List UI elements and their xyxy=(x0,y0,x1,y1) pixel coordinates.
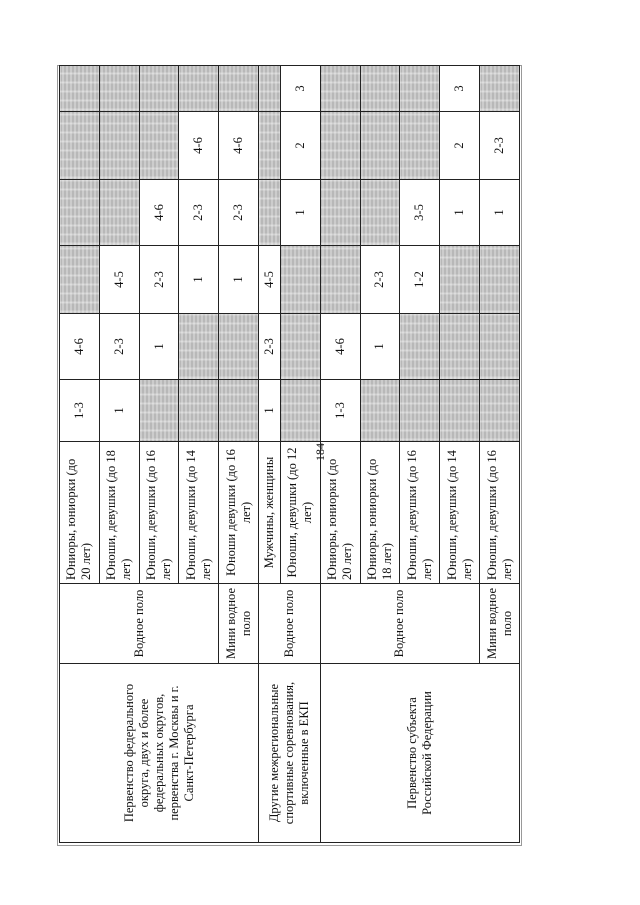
place-cell-shaded xyxy=(219,314,259,380)
group-cell: Юноши, девушки (до 16 лет) xyxy=(139,442,179,584)
place-cell: 2-3 xyxy=(139,246,179,314)
place-cell-shaded xyxy=(179,66,219,112)
place-cell: 1 xyxy=(179,246,219,314)
place-cell: 4-5 xyxy=(99,246,139,314)
discipline-cell: Водное поло xyxy=(259,584,321,664)
place-cell: 1-2 xyxy=(400,246,440,314)
discipline-cell: Водное поло xyxy=(320,584,479,664)
place-cell-shaded xyxy=(480,380,520,442)
group-cell: Юноши, девушки (до 14 лет) xyxy=(179,442,219,584)
place-cell: 4-6 xyxy=(60,314,100,380)
place-cell: 1 xyxy=(440,180,480,246)
place-cell: 1 xyxy=(280,180,320,246)
place-cell: 4-6 xyxy=(139,180,179,246)
group-cell: Юноши, девушки (до 14 лет) xyxy=(440,442,480,584)
place-cell-shaded xyxy=(60,112,100,180)
place-cell: 2-3 xyxy=(179,180,219,246)
place-cell: 4-6 xyxy=(179,112,219,180)
place-cell: 3 xyxy=(280,66,320,112)
table-row xyxy=(320,66,360,843)
place-cell-shaded xyxy=(480,66,520,112)
competition-cell: Первенство федерального округа, двух и более федеральных округов, первенства г. Москвы и г. Санкт-Петербурга xyxy=(60,664,259,843)
place-cell-shaded xyxy=(280,380,320,442)
place-cell-shaded xyxy=(400,380,440,442)
place-cell-shaded xyxy=(440,246,480,314)
competition-cell: Другие межрегиональные спортивные соревнования, включенные в ЕКП xyxy=(259,664,321,843)
place-cell-shaded xyxy=(99,112,139,180)
place-cell-shaded xyxy=(440,380,480,442)
place-cell-shaded xyxy=(139,112,179,180)
place-cell-shaded xyxy=(360,380,400,442)
place-cell: 2-3 xyxy=(259,314,281,380)
place-cell-shaded xyxy=(480,314,520,380)
place-cell-shaded xyxy=(139,66,179,112)
place-cell: 3-5 xyxy=(400,180,440,246)
place-cell-shaded xyxy=(320,112,360,180)
place-cell: 2-3 xyxy=(219,180,259,246)
place-cell-shaded xyxy=(280,246,320,314)
discipline-cell: Водное поло xyxy=(60,584,219,664)
group-cell: Юниоры, юниорки (до 20 лет) xyxy=(320,442,360,584)
discipline-cell: Мини водное поло xyxy=(219,584,259,664)
group-cell: Юниоры, юниорки (до 20 лет) xyxy=(60,442,100,584)
place-cell-shaded xyxy=(440,314,480,380)
group-cell: Юноши, девушки (до 16 лет) xyxy=(480,442,520,584)
place-cell-shaded xyxy=(400,66,440,112)
place-cell: 2-3 xyxy=(99,314,139,380)
place-cell: 1 xyxy=(360,314,400,380)
place-cell: 1 xyxy=(219,246,259,314)
place-cell-shaded xyxy=(320,66,360,112)
group-cell: Юноши девушки (до 16 лет) xyxy=(219,442,259,584)
place-cell-shaded xyxy=(219,380,259,442)
place-cell-shaded xyxy=(139,380,179,442)
place-cell-shaded xyxy=(219,66,259,112)
place-cell: 1-3 xyxy=(320,380,360,442)
place-cell-shaded xyxy=(320,246,360,314)
place-cell-shaded xyxy=(259,112,281,180)
group-cell: Юноши, девушки (до 16 лет) xyxy=(400,442,440,584)
place-cell-shaded xyxy=(360,180,400,246)
place-cell-shaded xyxy=(360,112,400,180)
place-cell: 2-3 xyxy=(480,112,520,180)
place-cell: 1 xyxy=(99,380,139,442)
place-cell: 4-6 xyxy=(320,314,360,380)
rotated-table-container xyxy=(59,66,520,843)
place-cell-shaded xyxy=(259,66,281,112)
place-cell: 4-5 xyxy=(259,246,281,314)
place-cell: 1 xyxy=(259,380,281,442)
place-cell-shaded xyxy=(400,314,440,380)
place-cell-shaded xyxy=(400,112,440,180)
table-row xyxy=(259,66,281,843)
place-cell: 3 xyxy=(440,66,480,112)
group-cell: Юноши, девушки (до 18 лет) xyxy=(99,442,139,584)
place-cell-shaded xyxy=(179,380,219,442)
place-cell-shaded xyxy=(179,314,219,380)
group-cell: Мужчины, женщины xyxy=(259,442,281,584)
place-cell: 2 xyxy=(440,112,480,180)
ranking-table xyxy=(59,65,520,843)
place-cell-shaded xyxy=(60,180,100,246)
place-cell: 1-3 xyxy=(60,380,100,442)
discipline-cell: Мини водное поло xyxy=(480,584,520,664)
group-cell: Юноши, девушки (до 12 лет) xyxy=(280,442,320,584)
place-cell: 2 xyxy=(280,112,320,180)
place-cell-shaded xyxy=(480,246,520,314)
place-cell: 1 xyxy=(480,180,520,246)
place-cell: 4-6 xyxy=(219,112,259,180)
place-cell-shaded xyxy=(360,66,400,112)
place-cell: 2-3 xyxy=(360,246,400,314)
group-cell: Юниоры, юниорки (до 18 лет) xyxy=(360,442,400,584)
competition-cell: Первенство субъекта Российской Федерации xyxy=(320,664,519,843)
place-cell-shaded xyxy=(320,180,360,246)
place-cell-shaded xyxy=(60,66,100,112)
table-row xyxy=(60,66,100,843)
place-cell-shaded xyxy=(259,180,281,246)
place-cell: 1 xyxy=(139,314,179,380)
place-cell-shaded xyxy=(60,246,100,314)
place-cell-shaded xyxy=(99,66,139,112)
place-cell-shaded xyxy=(280,314,320,380)
page-number: 184 xyxy=(313,443,327,461)
place-cell-shaded xyxy=(99,180,139,246)
